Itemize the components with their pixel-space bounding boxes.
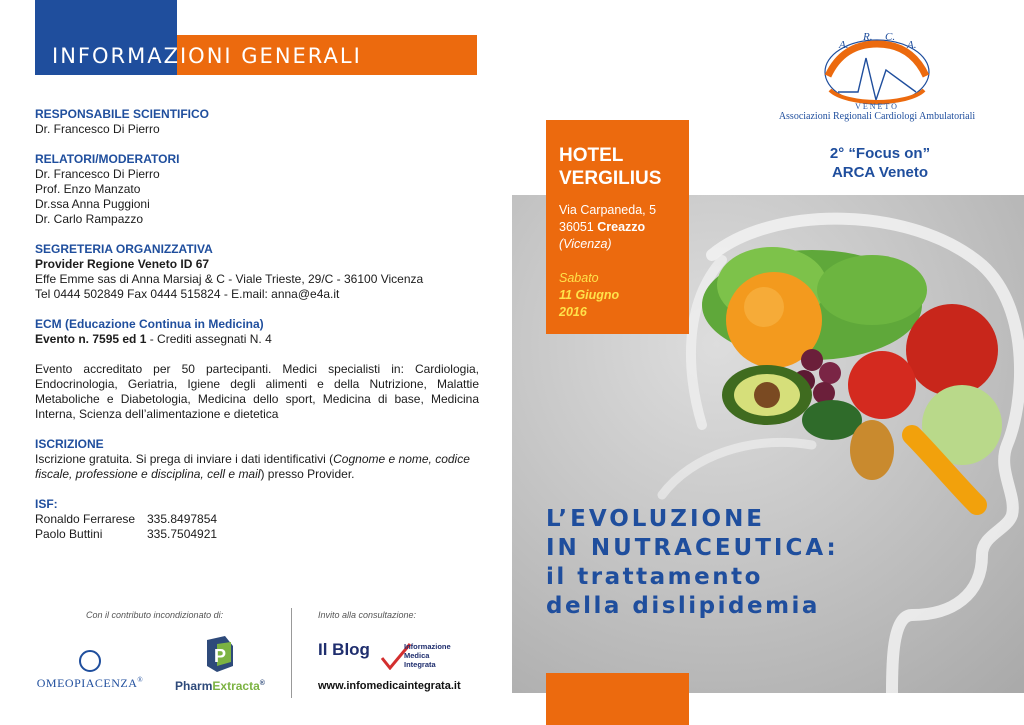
focus-line: ARCA Veneto — [831, 164, 929, 181]
omeopiacenza-mark-icon — [79, 650, 101, 672]
hotel-name-line: HOTEL — [559, 145, 624, 166]
isf-row — [35, 512, 479, 527]
hotel-cap: 36051 — [559, 220, 598, 234]
registered-mark: ® — [259, 680, 265, 687]
arca-letter: A. — [907, 39, 917, 51]
segreteria-contacts: Tel 0444 502849 Fax 0444 515824 - E.mail: anna@e4a.it — [35, 287, 340, 301]
hotel-address — [559, 202, 689, 253]
responsabile-heading: RESPONSABILE SCIENTIFICO — [35, 107, 210, 121]
blog-tag-line: Integrata — [404, 660, 436, 669]
isf-section — [35, 497, 479, 542]
blog-logo — [318, 640, 461, 692]
hotel-name — [559, 144, 689, 190]
ecm-event-credits: - Crediti assegnati N. 4 — [146, 332, 272, 346]
blog-tag-line: Medica — [404, 651, 430, 660]
pharmextracta-name — [170, 679, 270, 693]
relatore-name: Dr.ssa Anna Puggioni — [35, 197, 150, 211]
pharmextracta-text-b: Extracta — [212, 679, 260, 693]
omeopiacenza-logo — [34, 650, 146, 691]
hotel-name-line: VERGILIUS — [559, 168, 662, 189]
event-title-line: della dislipidemia — [546, 593, 820, 619]
blog-url[interactable]: www.infomedicaintegrata.it — [318, 680, 461, 692]
isf-heading: ISF: — [35, 497, 58, 511]
isf-name: Ronaldo Ferrarese — [35, 512, 136, 526]
event-date — [559, 270, 689, 321]
segreteria-heading: SEGRETERIA ORGANIZZATIVA — [35, 242, 213, 256]
ecm-event-number: Evento n. 7595 ed 1 — [35, 332, 147, 346]
event-title-line: IN NUTRACEUTICA: — [546, 535, 839, 561]
isf-name: Paolo Buttini — [35, 527, 103, 541]
segreteria-address: Effe Emme sas di Anna Marsiaj & C - Viale Trieste, 29/C - 36100 Vicenza — [35, 272, 424, 286]
arca-letter: R. — [863, 31, 873, 43]
omeopiacenza-text: OMEOPIACENZA — [36, 676, 138, 690]
relatori-section — [35, 152, 479, 227]
segreteria-section — [35, 242, 479, 302]
ecm-section — [35, 317, 479, 422]
sponsor-divider — [291, 608, 292, 698]
svg-text:P: P — [214, 646, 227, 666]
iscrizione-text-italic: Cognome e nome, codice fiscale, professione e disciplina, cell e mail — [35, 452, 470, 481]
event-title-line: L’EVOLUZIONE — [546, 506, 766, 532]
relatore-name: Dr. Carlo Rampazzo — [35, 212, 144, 226]
arca-letter: C. — [885, 31, 896, 43]
sponsor-label: Con il contributo incondizionato di: — [86, 610, 224, 620]
isf-phone: 335.7504921 — [147, 527, 218, 541]
responsabile-section — [35, 107, 479, 137]
iscrizione-text — [35, 452, 479, 482]
event-date-day: 11 Giugno — [559, 288, 620, 302]
relatori-heading: RELATORI/MODERATORI — [35, 152, 180, 166]
omeopiacenza-name — [34, 676, 146, 691]
hotel-city-line — [559, 219, 689, 236]
event-year: 2016 — [559, 305, 587, 319]
focus-title — [790, 144, 970, 182]
hotel-street: Via Carpaneda, 5 — [559, 203, 657, 217]
relatore-name: Prof. Enzo Manzato — [35, 182, 141, 196]
relatore-name: Dr. Francesco Di Pierro — [35, 167, 160, 181]
blog-label: Invito alla consultazione: — [318, 610, 417, 620]
iscrizione-section — [35, 437, 479, 482]
bottom-orange-block — [546, 673, 689, 725]
iscrizione-text-b: ) presso Provider. — [260, 467, 355, 481]
event-day: Sabato — [559, 271, 599, 285]
ecm-heading: ECM (Educazione Continua in Medicina) — [35, 317, 264, 331]
page-title: INFORMAZIONI GENERALI — [52, 44, 362, 68]
iscrizione-heading: ISCRIZIONE — [35, 437, 104, 451]
arca-region: VENETO — [855, 102, 899, 110]
registered-mark: ® — [137, 676, 144, 684]
responsabile-name: Dr. Francesco Di Pierro — [35, 122, 160, 136]
ecm-event — [35, 332, 479, 347]
event-title — [546, 505, 839, 621]
pharmextracta-text-a: Pharm — [175, 679, 213, 693]
event-title-line: il trattamento — [546, 564, 763, 590]
blog-tag-line: Informazione — [404, 642, 451, 651]
isf-phone: 335.8497854 — [147, 512, 218, 526]
segreteria-provider: Provider Regione Veneto ID 67 — [35, 257, 210, 271]
pharmextracta-logo — [170, 636, 270, 693]
hotel-city: Creazzo — [597, 220, 646, 234]
isf-row — [35, 527, 479, 542]
blog-tagline — [404, 642, 451, 669]
arca-full-name: Associazioni Regionali Cardiologi Ambulatoriali — [778, 111, 976, 122]
blog-name: Il Blog — [318, 640, 370, 659]
iscrizione-text-a: Iscrizione gratuita. Si prega di inviare i dati identificativi ( — [35, 452, 334, 466]
info-section — [35, 107, 479, 557]
arca-logo-icon — [820, 30, 935, 110]
pharmextracta-mark-icon — [203, 636, 237, 672]
hotel-box — [546, 120, 689, 334]
arca-letter: A. — [839, 39, 849, 51]
ecm-description: Evento accreditato per 50 partecipanti. Medici specialisti in: Cardiologia, Endocrinologia, Geriatria, Igiene degli alimenti e della Nutrizione, Malattie Metaboliche e Diabetologia, Medicina dello sport, Medicina di base, Medicina Interna, Scienza dell’alimentazione e dietetica — [35, 362, 479, 421]
hotel-province: (Vicenza) — [559, 237, 612, 251]
focus-line: 2° “Focus on” — [829, 145, 931, 162]
